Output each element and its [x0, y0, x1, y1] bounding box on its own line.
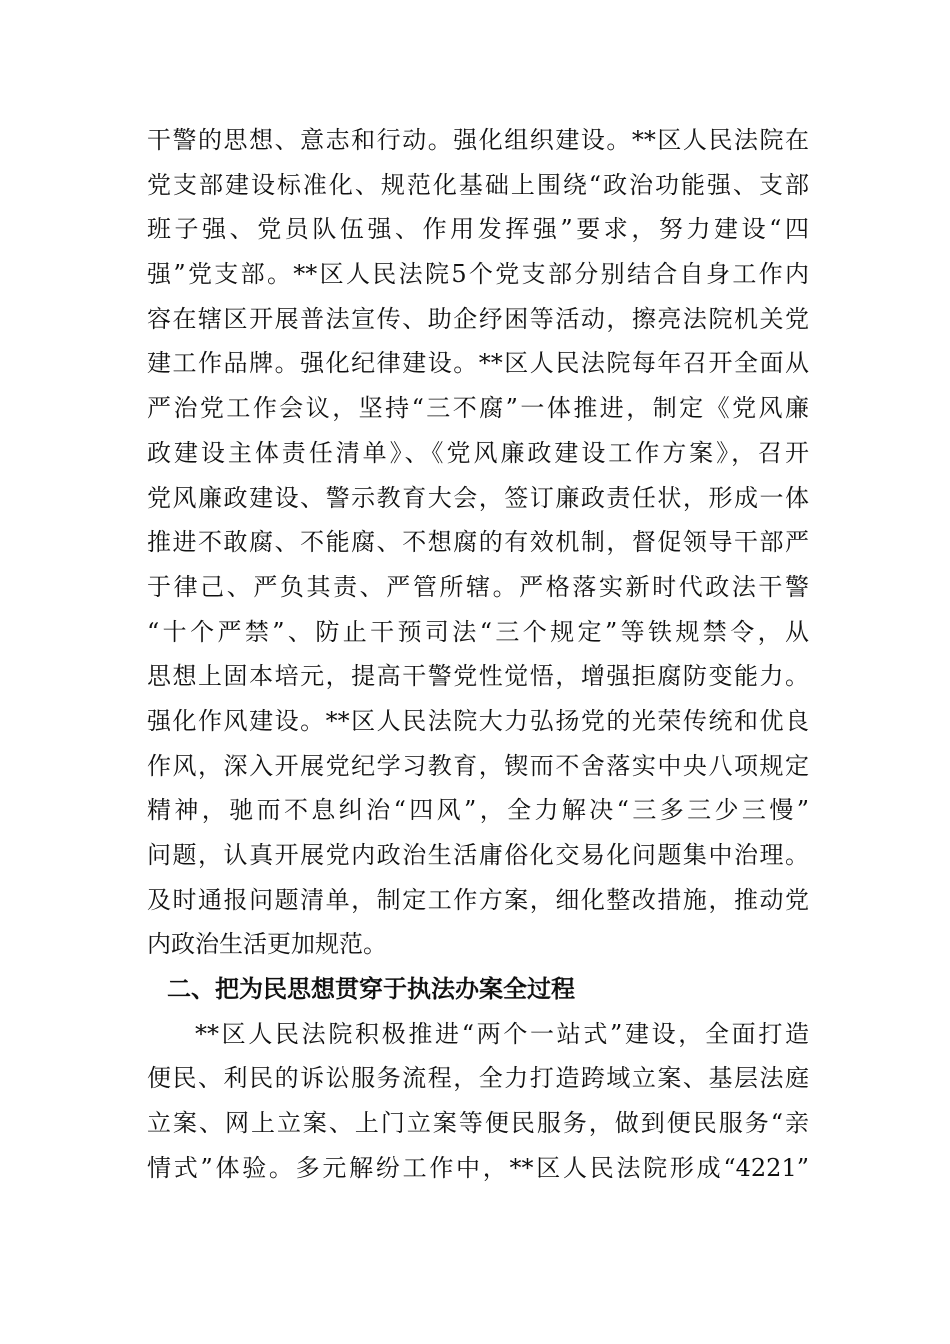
- text-line: 立案、网上立案、上门立案等便民服务，做到便民服务“亲: [147, 1109, 809, 1138]
- text-line: 政建设主体责任清单》、《党风廉政建设工作方案》，召开: [147, 438, 809, 467]
- text-line: 便民、利民的诉讼服务流程，全力打造跨域立案、基层法庭: [147, 1064, 809, 1093]
- text-line: **区人民法院积极推进“两个一站式”建设，全面打造: [195, 1019, 809, 1048]
- text-line: 精神，驰而不息纠治“四风”，全力解决“三多三少三慢”: [147, 796, 809, 825]
- text-line: 班子强、党员队伍强、作用发挥强”要求，努力建设“四: [147, 215, 809, 244]
- document-body: [147, 118, 809, 1191]
- text-line: 问题，认真开展党内政治生活庸俗化交易化问题集中治理。: [147, 841, 809, 869]
- text-line: 建工作品牌。强化纪律建设。**区人民法院每年召开全面从: [147, 349, 809, 378]
- section-heading: 二、把为民思想贯穿于执法办案全过程: [167, 975, 575, 1004]
- text-line: 党风廉政建设、警示教育大会，签订廉政责任状，形成一体: [147, 483, 809, 512]
- text-line: 强化作风建设。**区人民法院大力弘扬党的光荣传统和优良: [147, 706, 809, 735]
- text-line: 容在辖区开展普法宣传、助企纾困等活动，擦亮法院机关党: [147, 304, 809, 333]
- text-line: 干警的思想、意志和行动。强化组织建设。**区人民法院在: [147, 126, 809, 154]
- text-line: 推进不敢腐、不能腐、不想腐的有效机制，督促领导干部严: [147, 528, 809, 557]
- text-line: “十个严禁”、防止干预司法“三个规定”等铁规禁令，从: [147, 617, 809, 646]
- text-line: 党支部建设标准化、规范化基础上围绕“政治功能强、支部: [147, 170, 809, 199]
- text-line: 严治党工作会议，坚持“三不腐”一体推进，制定《党风廉: [147, 394, 809, 423]
- text-line: 及时通报问题清单，制定工作方案，细化整改措施，推动党: [147, 885, 809, 914]
- text-line: 强”党支部。**区人民法院5个党支部分别结合自身工作内: [147, 260, 809, 289]
- text-line: 思想上固本培元，提高干警党性觉悟，增强拒腐防变能力。: [147, 662, 809, 691]
- text-line: 内政治生活更加规范。: [147, 930, 387, 959]
- text-line: 情式”体验。多元解纷工作中，**区人民法院形成“4221”: [147, 1153, 809, 1182]
- text-line: 作风，深入开展党纪学习教育，锲而不舍落实中央八项规定: [147, 751, 809, 780]
- text-line: 于律己、严负其责、严管所辖。严格落实新时代政法干警: [147, 572, 809, 601]
